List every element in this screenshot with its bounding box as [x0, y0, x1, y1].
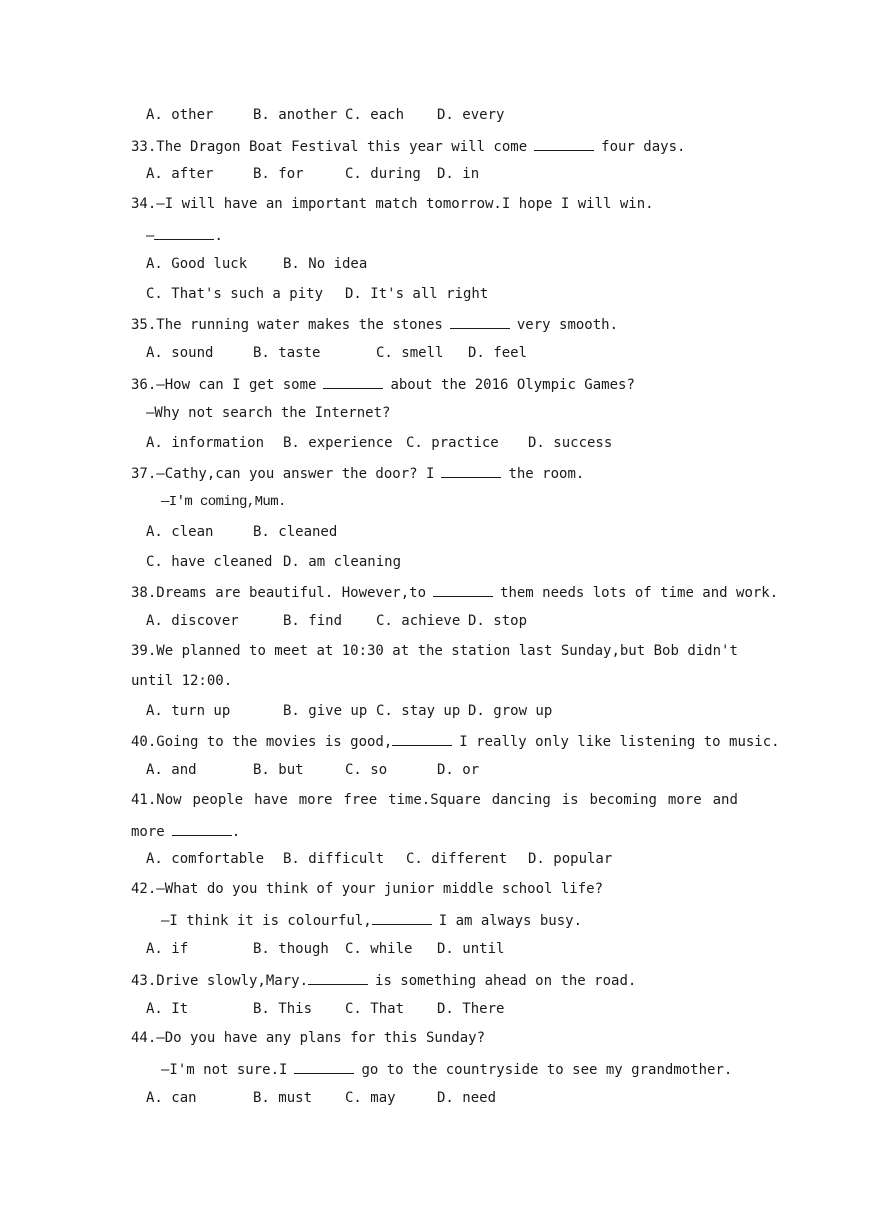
option-b[interactable]: B. experience	[283, 435, 393, 451]
q34-options-row1	[0, 255, 869, 273]
q41-options	[0, 850, 869, 868]
option-c[interactable]: C. smell	[376, 345, 444, 361]
option-d[interactable]: D. success	[528, 435, 613, 451]
answer-blank[interactable]	[323, 374, 383, 389]
q42-stem: 42.—What do you think of your junior middle school life?	[131, 881, 604, 897]
option-a[interactable]: A. can	[146, 1090, 197, 1106]
answer-blank[interactable]	[534, 136, 594, 151]
option-d[interactable]: D. am cleaning	[283, 554, 402, 570]
option-a[interactable]: A. after	[146, 166, 214, 182]
option-d[interactable]: D. in	[437, 166, 480, 182]
option-c[interactable]: C. achieve	[376, 613, 461, 629]
q34-stem: 34.—I will have an important match tomorrow.I hope I will win.	[131, 196, 654, 212]
option-b[interactable]: B. give up	[283, 703, 368, 719]
option-a[interactable]: A. Good luck	[146, 256, 248, 272]
option-b[interactable]: B. for	[253, 166, 304, 182]
option-a[interactable]: A. other	[146, 107, 214, 123]
option-c[interactable]: C. while	[345, 941, 413, 957]
q32-options	[0, 106, 869, 124]
option-a[interactable]: A. It	[146, 1001, 189, 1017]
q34-reply: — .	[146, 225, 223, 245]
option-d[interactable]: D. popular	[528, 851, 613, 867]
q44-reply: —I'm not sure.I go to the countryside to see my grandmother.	[161, 1059, 732, 1079]
option-a[interactable]: A. discover	[146, 613, 239, 629]
q40-stem: 40.Going to the movies is good, I really only like listening to music.	[131, 731, 780, 751]
q39-stem: 39.We planned to meet at 10:30 at the station last Sunday,but Bob didn't	[131, 643, 738, 659]
option-a[interactable]: A. comfortable	[146, 851, 265, 867]
option-b[interactable]: B. difficult	[283, 851, 385, 867]
option-c[interactable]: C. That's such a pity	[146, 286, 324, 302]
option-b[interactable]: B. This	[253, 1001, 313, 1017]
option-c[interactable]: C. practice	[406, 435, 499, 451]
option-d[interactable]: D. stop	[468, 613, 528, 629]
answer-blank[interactable]	[172, 821, 232, 836]
option-a[interactable]: A. information	[146, 435, 265, 451]
option-d[interactable]: D. need	[437, 1090, 497, 1106]
option-c[interactable]: C. may	[345, 1090, 396, 1106]
q33-stem: 33.The Dragon Boat Festival this year will come four days.	[131, 136, 685, 156]
q43-options	[0, 1000, 869, 1018]
q36-reply: —Why not search the Internet?	[146, 405, 391, 421]
q35-stem: 35.The running water makes the stones very smooth.	[131, 314, 618, 334]
option-c[interactable]: C. stay up	[376, 703, 461, 719]
q37-reply: —I'm coming,Mum.	[161, 494, 286, 510]
option-b[interactable]: B. taste	[253, 345, 321, 361]
q44-stem: 44.—Do you have any plans for this Sunday?	[131, 1030, 486, 1046]
option-a[interactable]: A. clean	[146, 524, 214, 540]
q38-stem: 38.Dreams are beautiful. However,to them needs lots of time and work.	[131, 582, 778, 602]
answer-blank[interactable]	[433, 582, 493, 597]
answer-blank[interactable]	[372, 910, 432, 925]
option-c[interactable]: C. each	[345, 107, 405, 123]
option-a[interactable]: A. if	[146, 941, 189, 957]
q34-options-row2	[0, 285, 869, 303]
option-c[interactable]: C. so	[345, 762, 388, 778]
q43-stem: 43.Drive slowly,Mary. is something ahead on the road.	[131, 970, 636, 990]
option-d[interactable]: D. until	[437, 941, 505, 957]
q41-stem-cont: more .	[131, 821, 240, 841]
answer-blank[interactable]	[294, 1059, 354, 1074]
option-c[interactable]: C. different	[406, 851, 508, 867]
option-b[interactable]: B. cleaned	[253, 524, 338, 540]
answer-blank[interactable]	[392, 731, 452, 746]
option-d[interactable]: D. or	[437, 762, 480, 778]
option-c[interactable]: C. during	[345, 166, 421, 182]
q33-options	[0, 165, 869, 183]
option-b[interactable]: B. though	[253, 941, 329, 957]
option-c[interactable]: C. have cleaned	[146, 554, 273, 570]
q38-options	[0, 612, 869, 630]
option-d[interactable]: D. grow up	[468, 703, 553, 719]
q41-stem: 41.Now people have more free time.Square dancing is becoming more and	[131, 792, 738, 808]
q35-options	[0, 344, 869, 362]
option-b[interactable]: B. find	[283, 613, 343, 629]
option-b[interactable]: B. must	[253, 1090, 313, 1106]
q39-stem-cont: until 12:00.	[131, 673, 233, 689]
q40-options	[0, 761, 869, 779]
q37-options-row1	[0, 523, 869, 541]
answer-blank[interactable]	[308, 970, 368, 985]
q36-stem: 36.—How can I get some about the 2016 Olympic Games?	[131, 374, 635, 394]
q36-options	[0, 434, 869, 452]
option-b[interactable]: B. No idea	[283, 256, 368, 272]
option-d[interactable]: D. feel	[468, 345, 528, 361]
q37-stem: 37.—Cathy,can you answer the door? I the room.	[131, 463, 584, 483]
option-a[interactable]: A. and	[146, 762, 197, 778]
option-b[interactable]: B. but	[253, 762, 304, 778]
answer-blank[interactable]	[441, 463, 501, 478]
q39-options	[0, 702, 869, 720]
q42-options	[0, 940, 869, 958]
option-a[interactable]: A. sound	[146, 345, 214, 361]
option-b[interactable]: B. another	[253, 107, 338, 123]
answer-blank[interactable]	[450, 314, 510, 329]
option-d[interactable]: D. every	[437, 107, 505, 123]
answer-blank[interactable]	[154, 225, 214, 240]
option-d[interactable]: D. It's all right	[345, 286, 489, 302]
q37-options-row2	[0, 553, 869, 571]
option-a[interactable]: A. turn up	[146, 703, 231, 719]
option-d[interactable]: D. There	[437, 1001, 505, 1017]
option-c[interactable]: C. That	[345, 1001, 405, 1017]
q44-options	[0, 1089, 869, 1107]
q42-reply: —I think it is colourful, I am always busy.	[161, 910, 582, 930]
